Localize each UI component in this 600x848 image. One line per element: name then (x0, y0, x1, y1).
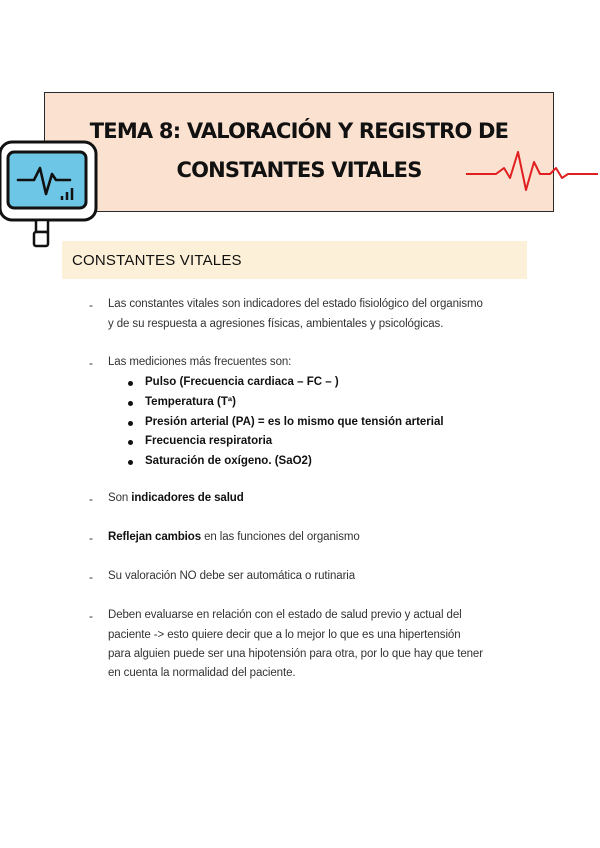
bullet-icon (128, 401, 133, 406)
list-dash: - (89, 356, 93, 370)
list-item-text: paciente -> esto quiere decir que a lo mejor lo que es una hipertensión (108, 629, 461, 641)
list-item-text: Reflejan cambios en las funciones del organismo (108, 531, 360, 543)
bullet-item: Pulso (Frecuencia cardiaca – FC – ) (145, 376, 339, 388)
list-item-text: en cuenta la normalidad del paciente. (108, 667, 296, 679)
bullet-item: Temperatura (Tª) (145, 396, 236, 408)
bullet-icon (128, 381, 133, 386)
section-title: CONSTANTES VITALES (72, 252, 242, 269)
list-dash: - (89, 609, 93, 623)
bullet-item: Presión arterial (PA) = es lo mismo que tensión arterial (145, 416, 444, 428)
list-dash: - (89, 531, 93, 545)
list-item-text: y de su respuesta a agresiones físicas, ambientales y psicológicas. (108, 318, 444, 330)
page-title-line-2: CONSTANTES VITALES (176, 158, 422, 182)
list-dash: - (89, 298, 93, 312)
bullet-icon (128, 440, 133, 445)
list-item-text: Deben evaluarse en relación con el estado de salud previo y actual del (108, 609, 462, 621)
list-dash: - (89, 492, 93, 506)
list-dash: - (89, 570, 93, 584)
bullet-item: Saturación de oxígeno. (SaO2) (145, 455, 312, 467)
bullet-icon (128, 421, 133, 426)
page-title-line-1: TEMA 8: VALORACIÓN Y REGISTRO DE (89, 119, 509, 143)
list-item-text: Son indicadores de salud (108, 492, 244, 504)
bullet-item: Frecuencia respiratoria (145, 435, 273, 447)
list-item-text: Las mediciones más frecuentes son: (108, 356, 292, 368)
list-item-text: Su valoración NO debe ser automática o rutinaria (108, 570, 356, 582)
list-item-text: Las constantes vitales son indicadores del estado fisiológico del organismo (108, 298, 483, 310)
list-item-text: para alguien puede ser una hipotensión para otra, por lo que hay que tener (108, 648, 483, 660)
bullet-icon (128, 460, 133, 465)
